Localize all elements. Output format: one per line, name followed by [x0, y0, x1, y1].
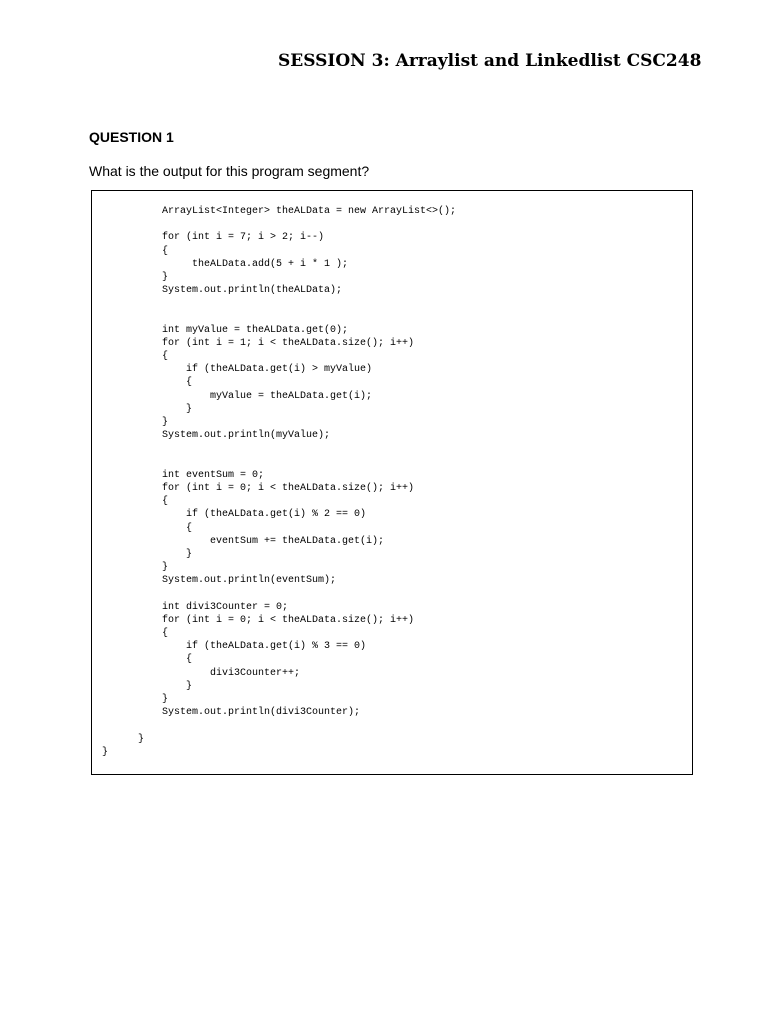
code-line: { — [102, 245, 169, 257]
code-line: int myValue = theALData.get(0); — [102, 324, 349, 336]
code-line: { — [102, 654, 193, 666]
code-line: } — [102, 733, 145, 745]
code-line: eventSum += theALData.get(i); — [102, 535, 385, 547]
code-line: if (theALData.get(i) % 3 == 0) — [102, 641, 367, 653]
code-line: for (int i = 0; i < theALData.size(); i++) — [102, 614, 415, 626]
code-line: if (theALData.get(i) % 2 == 0) — [102, 509, 367, 521]
page-title: SESSION 3: Arraylist and Linkedlist CSC248 — [278, 51, 702, 71]
code-line: ArrayList<Integer> theALData = new ArrayList<>(); — [102, 206, 457, 217]
code-line: } — [102, 693, 169, 705]
code-line: myValue = theALData.get(i); — [102, 390, 373, 402]
code-line: System.out.println(eventSum); — [102, 575, 337, 587]
code-line — [102, 587, 456, 600]
code-line: { — [102, 351, 169, 363]
code-line — [102, 311, 456, 324]
code-line — [102, 442, 456, 455]
code-line: System.out.println(theALData); — [102, 285, 343, 297]
code-line: } — [102, 548, 193, 560]
code-line: { — [102, 496, 169, 508]
code-line: { — [102, 377, 193, 389]
code-block — [102, 205, 456, 759]
code-line: } — [102, 562, 169, 574]
code-line — [102, 297, 456, 310]
code-line: for (int i = 7; i > 2; i--) — [102, 232, 325, 244]
code-line: { — [102, 628, 169, 639]
code-line: } — [102, 271, 169, 283]
question-prompt: What is the output for this program segment? — [89, 163, 370, 179]
question-heading: QUESTION 1 — [89, 129, 174, 145]
code-line: theALData.add(5 + i * 1 ); — [102, 258, 349, 270]
code-line — [102, 218, 456, 231]
code-line: } — [102, 680, 193, 692]
code-line: System.out.println(myValue); — [102, 430, 331, 442]
code-line — [102, 719, 456, 732]
code-line: System.out.println(divi3Counter); — [102, 707, 361, 719]
code-line: divi3Counter++; — [102, 667, 301, 679]
code-line: int eventSum = 0; — [102, 469, 265, 481]
code-line — [102, 456, 456, 469]
code-line: } — [102, 417, 169, 428]
code-line: } — [102, 403, 193, 415]
code-line: { — [102, 522, 193, 534]
code-line: int divi3Counter = 0; — [102, 601, 289, 613]
code-line: for (int i = 0; i < theALData.size(); i++) — [102, 482, 415, 494]
code-line: if (theALData.get(i) > myValue) — [102, 364, 373, 376]
code-line: } — [102, 746, 109, 758]
code-line: for (int i = 1; i < theALData.size(); i++) — [102, 337, 415, 349]
